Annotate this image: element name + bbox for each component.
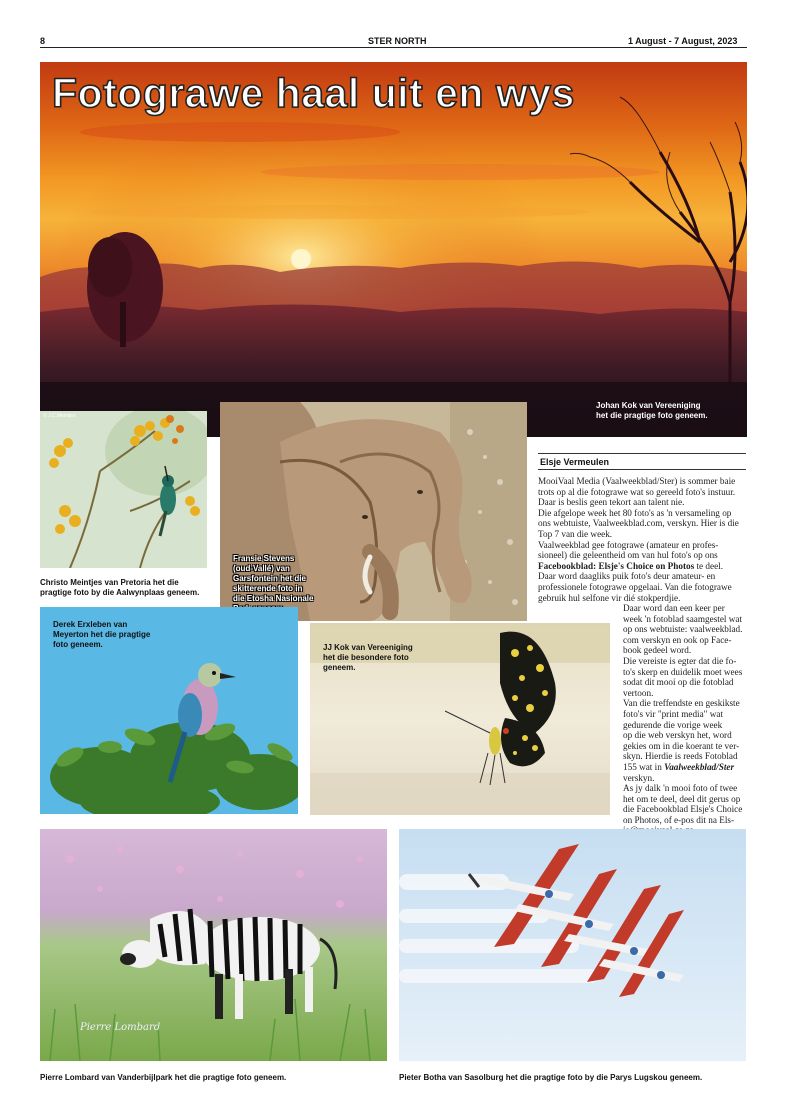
zebra-photo: [40, 829, 387, 1061]
issue-date: 1 August - 7 August, 2023: [628, 36, 738, 46]
airshow-illustration: [399, 829, 746, 1061]
roller-bird-photo: [40, 607, 298, 814]
article-line-tail: te deel.: [694, 560, 724, 571]
article-line: gedurende die vorige week: [623, 719, 723, 730]
sunbird-illustration: [40, 411, 207, 568]
airshow-photo: [399, 829, 746, 1061]
article-line: on Photos, of e-pos dit na Els-: [623, 814, 735, 825]
elephants-photo: [220, 402, 527, 621]
article-line: sodat dit mooi op die fotoblad: [623, 677, 734, 688]
roller-photo-caption: [53, 620, 150, 650]
roller-caption-line: foto geneem.: [53, 640, 103, 649]
article-line: sioneel) die geleentheid om van hul foto's op ons: [538, 550, 718, 561]
article-line: verskyn.: [623, 772, 655, 783]
header-rule: [40, 47, 747, 48]
sunbird-caption-line: Christo Meintjes van Pretoria het die: [40, 578, 179, 587]
article-line: Die afgelope week het 80 foto's as 'n versameling op: [538, 507, 732, 518]
elephants-caption-line: (oud-Vallé) van: [233, 564, 290, 573]
article-line: Vaalweekblad gee fotograwe (amateur en profes-: [538, 539, 719, 550]
article-line: op die web verskyn het, word: [623, 730, 732, 741]
butterfly-caption-line: het die besondere foto: [323, 653, 409, 662]
article-line: MooiVaal Media (Vaalweekblad/Ster) is sommer baie: [538, 476, 736, 486]
article-line: Daar word daagliks puik foto's deur amateur- en: [538, 571, 716, 582]
airshow-photo-caption: Pieter Botha van Sasolburg het die pragtige foto by die Parys Lugskou geneem.: [399, 1073, 703, 1082]
elephants-caption-line: die Etosha Nasionale: [233, 594, 314, 603]
butterfly-photo-caption: [323, 643, 413, 673]
article-line: com verskyn en ook op Face-: [623, 634, 732, 645]
butterfly-caption-line: JJ Kok van Vereeniging: [323, 643, 413, 652]
headline: Fotograwe haal uit en wys: [52, 70, 575, 116]
butterfly-photo: [310, 623, 610, 815]
author-rule-bottom: [538, 469, 746, 470]
article-line: trots op al die fotograwe wat so gereeld foto's instuur.: [538, 486, 736, 497]
article-line: book gedeel word.: [623, 645, 692, 656]
article-column-1: [538, 476, 748, 603]
article-line: Die vereiste is egter dat die fo-: [623, 655, 737, 666]
article-line: to's skerp en duidelik moet wees: [623, 666, 743, 677]
article-line: Van die treffendste en geskikste: [623, 698, 740, 709]
hero-photo-caption: [596, 401, 708, 421]
hero-caption-line: het die pragtige foto geneem.: [596, 411, 708, 420]
butterfly-caption-line: geneem.: [323, 663, 356, 672]
roller-caption-line: Meyerton het die pragtige: [53, 630, 151, 639]
article-line: het om te deel, deel dit gerus op: [623, 793, 741, 804]
zebra-photo-caption: Pierre Lombard van Vanderbijlpark het die pragtige foto geneem.: [40, 1073, 287, 1082]
hero-caption-line: Johan Kok van Vereeniging: [596, 401, 701, 410]
article-line: ons webtuiste, Vaalweekblad.com, verskyn. Hier is die: [538, 518, 739, 529]
article-line: week 'n fotoblad saamgestel wat: [623, 613, 743, 624]
article-line: die Facebookblad Elsje's Choice: [623, 804, 743, 815]
sunset-illustration: [40, 62, 747, 437]
article-line: [623, 762, 748, 773]
article-line: foto's vir "print media" wat: [623, 708, 723, 719]
zebra-photographer-signature: Pierre Lombard: [80, 1022, 161, 1033]
roller-caption-line: Derek Erxleben van: [53, 620, 128, 629]
facebook-page-name: Facebookblad: Elsje's Choice on Photos: [538, 560, 695, 571]
article-author: Elsje Vermeulen: [540, 457, 610, 467]
article-line: professionele fotograwe opgelaai. Van die fotograwe: [538, 581, 732, 592]
sunbird-photo: [40, 411, 207, 568]
elephants-caption-line: skitterende foto in: [233, 584, 303, 593]
newspaper-name: Vaalweekblad/Ster: [664, 761, 735, 772]
article-line: As jy dalk 'n mooi foto of twee: [623, 783, 738, 794]
article-line: [538, 561, 748, 572]
article-line-head: 155 wat in: [623, 761, 662, 772]
sunbird-photo-credit: © J.C.Meintjes: [43, 413, 76, 419]
elephants-photo-caption: [233, 554, 313, 614]
article-line: Daar is beslis geen tekort aan talent nie.: [538, 497, 685, 508]
elephants-caption-line: Garsfontein het die: [233, 574, 306, 583]
article-line: Daar word dan een keer per: [623, 603, 725, 613]
article-line: gebruik hul selfone vir dié stokperdjie.: [538, 592, 681, 603]
article-line: Top 7 van die week.: [538, 528, 613, 539]
hero-sunset-photo: [40, 62, 747, 437]
sunbird-caption-line: pragtige foto by die Aalwynplaas geneem.: [40, 588, 200, 597]
page-number: 8: [40, 36, 46, 46]
article-column-2: [623, 603, 748, 836]
article-line: op ons webtuiste: vaalweekblad.: [623, 624, 743, 635]
author-rule-top: [538, 453, 746, 454]
elephants-caption-line: Fransie Stevens: [233, 554, 295, 563]
sunbird-photo-caption: [40, 578, 199, 598]
article-line: gekies om in die koerant te ver-: [623, 740, 740, 751]
article-line: skyn. Hierdie is reeds Fotoblad: [623, 751, 738, 762]
section-name: STER NORTH: [368, 36, 427, 46]
article-line: vertoon.: [623, 687, 654, 698]
